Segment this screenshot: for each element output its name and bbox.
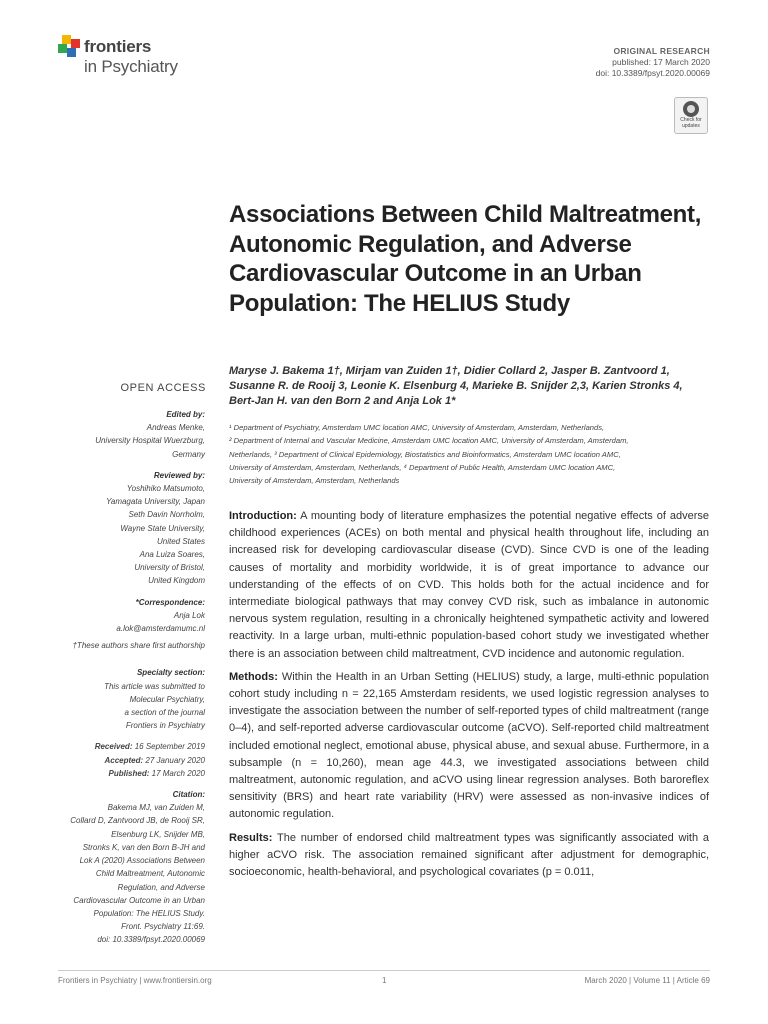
open-access-label: OPEN ACCESS xyxy=(120,382,206,394)
citation-line: Child Maltreatment, Autonomic xyxy=(95,869,205,879)
affiliation-line: ¹ Department of Psychiatry, Amsterdam UMC location AMC, University of Amsterdam, Amsterdam, Netherlands, xyxy=(229,423,605,432)
editor-line: University Hospital Wuerzburg, xyxy=(95,436,205,446)
affiliations xyxy=(229,421,699,487)
citation-line: Front. Psychiatry 11:69. xyxy=(121,922,205,932)
reviewer-line: Yamagata University, Japan xyxy=(106,497,205,507)
published-label: Published: xyxy=(108,768,150,778)
specialty-line: This article was submitted to xyxy=(104,681,205,691)
published-date: published: 17 March 2020 xyxy=(612,57,710,67)
article-title: Associations Between Child Maltreatment, Autonomic Regulation, and Adverse Cardiovascular Outcome in an Urban Population: The HELIUS Study xyxy=(229,201,702,317)
editor-line: Andreas Menke, xyxy=(146,423,205,433)
author-line: Bert-Jan H. van den Born 2 and Anja Lok 1* xyxy=(229,395,456,407)
specialty-line: a section of the journal xyxy=(124,708,205,718)
affiliation-line: University of Amsterdam, Amsterdam, Netherlands xyxy=(229,476,400,486)
methods-text: Within the Health in an Urban Setting (HELIUS) study, a large, multi-ethnic population cohort study including n = 22,165 Amsterdam residents, we used logistic regression analyses to investigate the association between the number of self-reported types of child maltreatment (range 0–4), and self-reported adverse cardiovascular outcome (aCVO). Self-reported child maltreatment included emotional neglect, emotional abuse, physical abuse, and sexual abuse. Furthermore, in a subsample (n = 10,260), mean age 44.3, we investigated associations between child maltreatment, autonomic regulation, and aCVO using linear regression analyses. Both baroreflex sensitivity (BRS) and heart rate variability (HRV) were assessed as non-invasive indices of autonomic regulation. xyxy=(229,670,709,821)
affiliation-line: University of Amsterdam, Amsterdam, Netherlands, ⁴ Department of Public Health, Amsterdam UMC location AMC, xyxy=(229,462,616,472)
article-type: ORIGINAL RESEARCH xyxy=(613,46,710,56)
reviewer-line: United States xyxy=(156,536,205,546)
logo-text-journal: in Psychiatry xyxy=(84,57,178,76)
abstract-results xyxy=(229,830,709,882)
abstract-methods xyxy=(229,669,709,824)
received-label: Received: xyxy=(94,742,133,752)
citation-line: Cardiovascular Outcome in an Urban xyxy=(73,895,205,905)
results-text: The number of endorsed child maltreatment types was significantly associated with a higher aCVO risk. The association remained significant after adjustment for demographic, socioeconomic, health-behavioral, and psychological covariates (p = 0.011, xyxy=(229,831,709,879)
check-updates-label: Check for updates xyxy=(680,117,702,129)
published-date-sidebar xyxy=(50,767,205,780)
check-for-updates-button[interactable] xyxy=(674,97,708,134)
received-value: 16 September 2019 xyxy=(134,742,205,752)
citation-line: Population: The HELIUS Study. xyxy=(93,908,205,918)
reviewer-line: Yoshihiko Matsumoto, xyxy=(126,484,205,494)
edited-by-label: Edited by: xyxy=(166,410,205,419)
frontiers-logo-icon xyxy=(58,35,82,63)
citation-line: Stronks K, van den Born B-JH and xyxy=(82,842,205,852)
received-date xyxy=(50,740,205,753)
citation-line: Lok A (2020) Associations Between xyxy=(79,856,205,866)
correspondence-label: *Correspondence: xyxy=(135,597,205,607)
abstract-introduction xyxy=(229,508,709,663)
footer-issue: March 2020 | Volume 11 | Article 69 xyxy=(584,976,710,985)
correspondence-email[interactable]: a.lok@amsterdamumc.nl xyxy=(116,624,205,634)
accepted-value: 27 January 2020 xyxy=(145,755,205,765)
specialty-section-label: Specialty section: xyxy=(136,668,205,678)
publication-info xyxy=(596,46,710,79)
author-line: Susanne R. de Rooij 3, Leonie K. Elsenburg 4, Marieke B. Snijder 2,3, Karien Stronks 4, xyxy=(229,380,683,392)
reviewer-line: Wayne State University, xyxy=(120,523,205,533)
author-list xyxy=(229,364,699,409)
doi[interactable]: doi: 10.3389/fpsyt.2020.00069 xyxy=(595,68,710,78)
page-number: 1 xyxy=(382,976,387,985)
citation-line: Collard D, Zantvoord JB, de Rooij SR, xyxy=(70,816,205,826)
citation-line: Regulation, and Adverse xyxy=(117,882,205,892)
reviewer-line: Seth Davin Norrholm, xyxy=(128,510,205,520)
editor-line: Germany xyxy=(172,449,205,459)
published-value: 17 March 2020 xyxy=(151,768,205,778)
journal-logo xyxy=(58,33,198,83)
affiliation-line: ² Department of Internal and Vascular Medicine, Amsterdam UMC location AMC, University of Amsterdam, Amsterdam, xyxy=(229,436,629,446)
footer-divider xyxy=(58,970,710,971)
footer-journal: Frontiers in Psychiatry | www.frontiersin.org xyxy=(58,976,212,985)
reviewer-line: University of Bristol, xyxy=(134,563,205,573)
author-line: Maryse J. Bakema 1†, Mirjam van Zuiden 1†, Didier Collard 2, Jasper B. Zantvoord 1, xyxy=(229,365,670,377)
abstract xyxy=(229,508,709,887)
specialty-line: Molecular Psychiatry, xyxy=(129,694,205,704)
results-heading: Results: xyxy=(229,831,273,844)
citation-label: Citation: xyxy=(172,790,205,800)
affiliation-line: Netherlands, ³ Department of Clinical Epidemiology, Biostatistics and Bioinformatics, Amsterdam UMC location AMC, xyxy=(229,449,621,459)
reviewed-by-label: Reviewed by: xyxy=(153,470,205,480)
accepted-label: Accepted: xyxy=(104,755,144,765)
introduction-text: A mounting body of literature emphasizes the potential negative effects of adverse childhood experiences (ACEs) on both mental and physical health throughout life, including an increased risk for developing cardiovascular disease (CVD). Since CVD is one of the leading causes of mortality and morbidity worldwide, it is of great importance to advance our understanding of the effects of on CVD. This holds both for the actual incidence and for intermediate biological pathways that may convey CVD risk, such as imbalance in autonomic nervous system regulation, resulting in a chronically heightened sympathetic activity and lowered reactivity. In a large urban, multi-ethnic population-based cohort study we investigated whether there is an association between child maltreatment, CVD incidence and autonomic regulation. xyxy=(229,510,709,660)
correspondence-name: Anja Lok xyxy=(173,610,205,620)
methods-heading: Methods: xyxy=(229,670,278,683)
reviewer-line: United Kingdom xyxy=(148,576,205,586)
citation-line: Bakema MJ, van Zuiden M, xyxy=(107,803,205,813)
accepted-date xyxy=(50,754,205,767)
article-sidebar xyxy=(50,408,205,947)
reviewer-line: Ana Luiza Soares, xyxy=(139,550,205,560)
introduction-heading: Introduction: xyxy=(229,510,297,522)
shared-authorship-note: †These authors share first authorship xyxy=(72,641,205,651)
crossmark-icon xyxy=(683,101,699,117)
citation-line: Elsenburg LK, Snijder MB, xyxy=(111,829,205,839)
specialty-line: Frontiers in Psychiatry xyxy=(125,721,205,731)
logo-text-frontiers: frontiers xyxy=(84,37,152,56)
citation-doi[interactable]: doi: 10.3389/fpsyt.2020.00069 xyxy=(97,935,205,945)
